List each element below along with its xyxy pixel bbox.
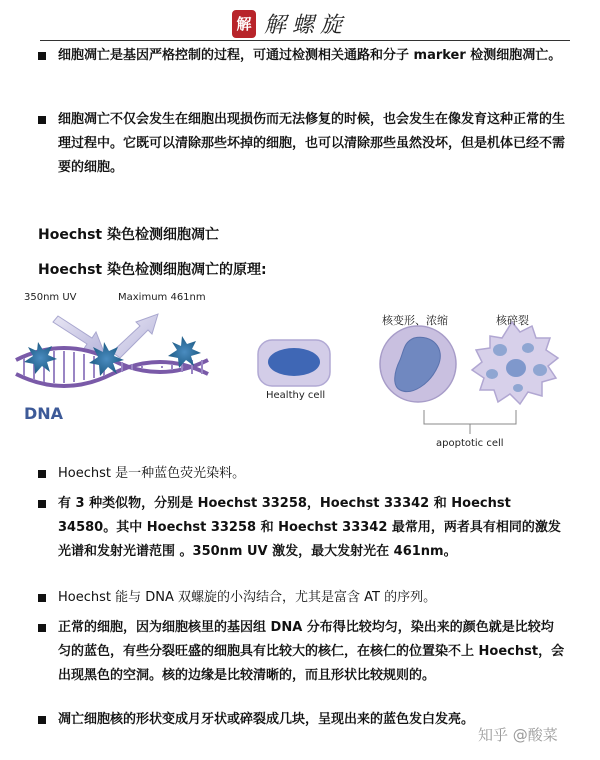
fact-5: 凋亡细胞核的形状变成月牙状或碎裂成几块，呈现出来的蓝色发白发亮。 [38, 708, 566, 732]
header-divider [40, 40, 570, 41]
emission-arrow-icon [112, 314, 158, 358]
apoptotic-bracket [424, 410, 516, 434]
fact-3: Hoechst 能与 DNA 双螺旋的小沟结合，尤其是富含 AT 的序列。 [38, 586, 566, 610]
bullet-icon [38, 500, 46, 508]
zhihu-watermark: 知乎 @酸菜 [478, 726, 558, 744]
healthy-cell-icon [258, 340, 330, 386]
bullet-icon [38, 594, 46, 602]
deformed-nucleus-cell-icon [380, 326, 456, 402]
fact-2: 有 3 种类似物，分别是 Hoechst 33258，Hoechst 33342 和 Hoechst 34580。其中 Hoechst 33258 和 Hoechst 33342 最常用，两者具有相同的激发光谱和发射光谱范围 。350nm UV 激发，最大发射光在 461nm。 [38, 492, 566, 564]
apoptotic-cell-label: apoptotic cell [436, 438, 504, 449]
seal-icon: 解 [232, 10, 256, 38]
fact-1: Hoechst 是一种蓝色荧光染料。 [38, 462, 566, 486]
fragmented-nucleus-cell-icon [472, 322, 558, 404]
section-title: Hoechst 染色检测细胞凋亡 [38, 227, 219, 243]
hoechst-principle-figure [0, 286, 600, 466]
intro-paragraph-2: 细胞凋亡不仅会发生在细胞出现损伤而无法修复的时候，也会发生在像发育这种正常的生理过程中。它既可以清除那些坏掉的细胞，也可以清除那些虽然没坏，但是机体已经不需要的细胞。 [38, 108, 566, 180]
intro-paragraph-1: 细胞凋亡是基因严格控制的过程，可通过检测相关通路和分子 marker 检测细胞凋亡。 [38, 44, 566, 68]
subsection-title: Hoechst 染色检测细胞凋亡的原理: [38, 262, 267, 278]
bullet-icon [38, 624, 46, 632]
bullet-icon [38, 116, 46, 124]
healthy-cell-label: Healthy cell [266, 390, 326, 401]
uv-label: 350nm UV [24, 292, 77, 303]
dna-label: DNA [24, 404, 64, 423]
brand-logo [232, 8, 348, 39]
deformation-label: 核变形、浓缩 [382, 314, 448, 327]
emission-label: Maximum 461nm [118, 292, 206, 303]
bullet-icon [38, 52, 46, 60]
fragmentation-label: 核碎裂 [496, 314, 529, 327]
page-header [0, 0, 600, 44]
fact-4: 正常的细胞，因为细胞核里的基因组 DNA 分布得比较均匀，染出来的颜色就是比较均匀的蓝色，有些分裂旺盛的细胞具有比较大的核仁，在核仁的位置染不上 Hoechst，会出现黑色的空洞。核的边缘是比较清晰的，而且形状比较规则的。 [38, 616, 566, 688]
bullet-icon [38, 716, 46, 724]
brand-name: 解螺旋 [264, 13, 349, 38]
bullet-icon [38, 470, 46, 478]
